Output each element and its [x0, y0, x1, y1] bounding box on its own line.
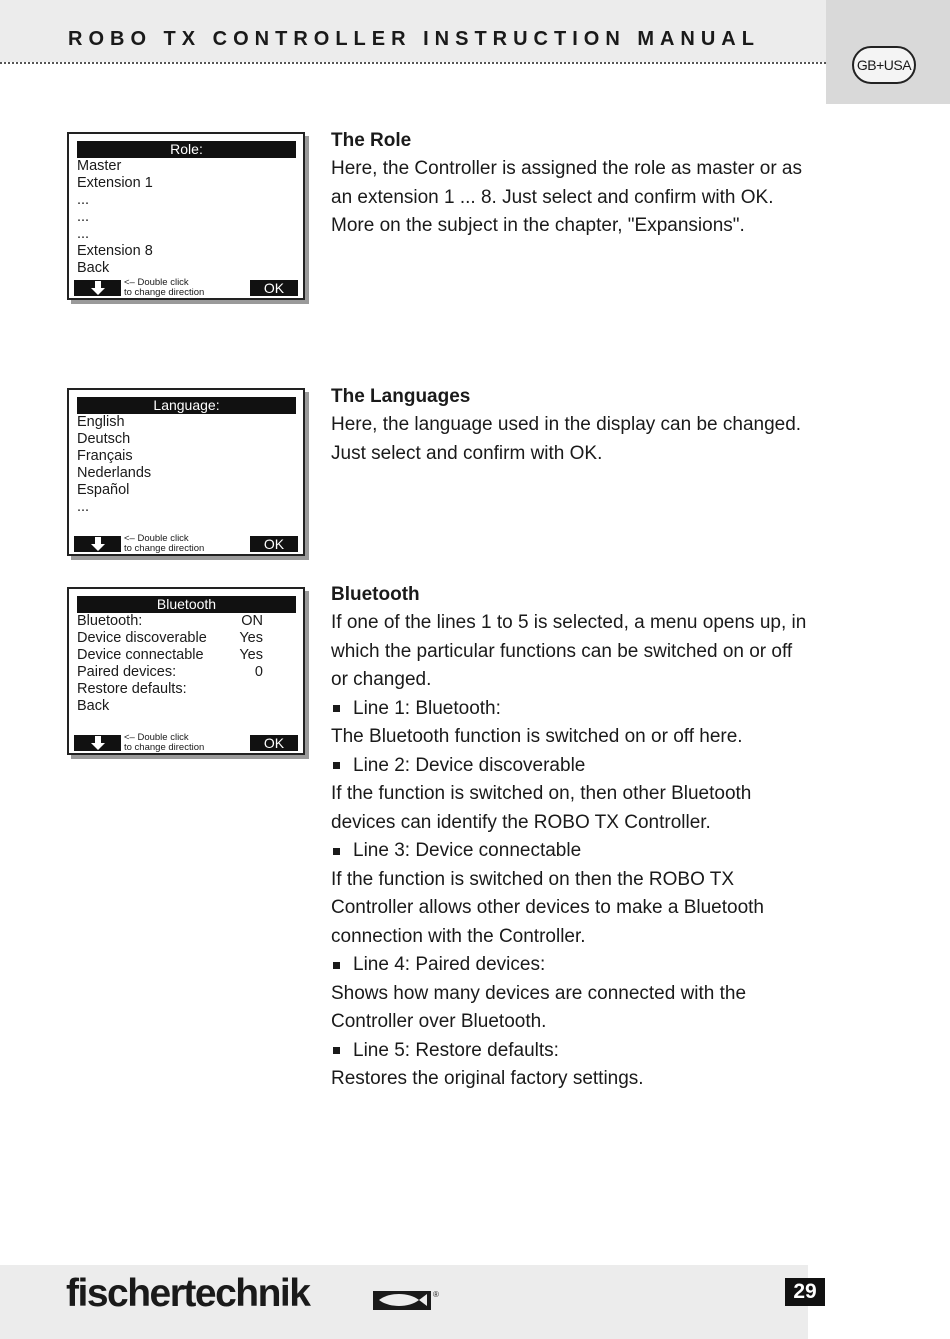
row-value: ON — [241, 613, 263, 629]
menu-item[interactable]: ... — [77, 192, 90, 208]
bullet-line-1 — [331, 695, 811, 724]
double-click-hint — [124, 733, 204, 753]
bullet-text: If the function is switched on then the ROBO TX Controller allows other devices to make a Bluetooth connection with the Controller. — [331, 868, 765, 947]
menu-item[interactable] — [77, 664, 263, 681]
bullet-line-5 — [331, 1037, 811, 1066]
menu-item[interactable]: Back — [77, 260, 110, 276]
screen-title: Bluetooth — [77, 596, 296, 613]
menu-item[interactable] — [77, 698, 263, 715]
square-bullet-icon — [333, 705, 340, 712]
role-menu-list — [77, 158, 263, 277]
ok-button[interactable]: OK — [250, 280, 298, 296]
section-heading: The Role — [331, 130, 412, 151]
square-bullet-icon — [333, 762, 340, 769]
down-arrow-icon — [91, 537, 105, 551]
menu-item[interactable]: Deutsch — [77, 431, 131, 447]
menu-item[interactable]: Master — [77, 158, 122, 174]
hint-line: <– Double click — [124, 732, 189, 743]
brand-name: fischertechnik — [66, 1272, 310, 1315]
section-body: Here, the Controller is assigned the role as master or as an extension 1 ... 8. Just select and confirm with OK. More on the subject in the chapter, "Expansions". — [331, 158, 802, 236]
header-dotted-rule — [0, 62, 826, 64]
row-label: Device connectable — [77, 647, 204, 663]
row-label: Paired devices: — [77, 664, 177, 680]
bullet-line-3 — [331, 837, 811, 866]
down-arrow-icon — [91, 736, 105, 750]
screen-footer — [74, 733, 298, 751]
row-label: Back — [77, 698, 110, 714]
menu-item[interactable]: ... — [77, 499, 90, 515]
menu-item[interactable]: ... — [77, 226, 90, 242]
down-arrow-icon — [91, 281, 105, 295]
hint-line: <– Double click — [124, 533, 189, 544]
menu-item[interactable]: Français — [77, 448, 133, 464]
bluetooth-section — [331, 581, 811, 1094]
square-bullet-icon — [333, 848, 340, 855]
screen-title: Language: — [77, 397, 296, 414]
menu-item[interactable]: Extension 8 — [77, 243, 153, 259]
role-section — [331, 127, 811, 241]
row-label: Bluetooth: — [77, 613, 143, 629]
menu-item[interactable] — [77, 681, 263, 698]
screen-title: Role: — [77, 141, 296, 158]
row-value: Yes — [239, 630, 263, 646]
ok-button[interactable]: OK — [250, 536, 298, 552]
language-screen — [67, 388, 305, 556]
page-number: 29 — [785, 1278, 825, 1306]
bluetooth-screen — [67, 587, 305, 755]
bullet-line-4 — [331, 951, 811, 980]
brand-logo — [66, 1272, 309, 1316]
section-heading: The Languages — [331, 386, 471, 407]
square-bullet-icon — [333, 1047, 340, 1054]
menu-item[interactable]: English — [77, 414, 125, 430]
fish-emblem-icon — [373, 1288, 437, 1312]
bullet-text: Shows how many devices are connected with the Controller over Bluetooth. — [331, 982, 747, 1032]
screen-footer — [74, 534, 298, 552]
bullet-title: Line 3: Device connectable — [353, 840, 582, 861]
region-badge: GB+USA — [852, 46, 916, 84]
double-click-hint — [124, 534, 204, 554]
section-intro: If one of the lines 1 to 5 is selected, a menu opens up, in which the particular functions can be switched on or off or changed. — [331, 612, 807, 690]
menu-item[interactable] — [77, 613, 263, 630]
double-click-hint — [124, 278, 204, 298]
section-body: Here, the language used in the display can be changed. Just select and confirm with OK. — [331, 414, 802, 464]
bullet-title: Line 1: Bluetooth: — [353, 697, 501, 719]
menu-item[interactable]: Nederlands — [77, 465, 152, 481]
screen-footer — [74, 278, 298, 296]
menu-item[interactable] — [77, 630, 263, 647]
languages-section — [331, 383, 811, 468]
bullet-text: Restores the original factory settings. — [331, 1068, 644, 1089]
bullet-text: The Bluetooth function is switched on or off here. — [331, 726, 743, 747]
registered-mark: ® — [433, 1290, 439, 1299]
menu-item[interactable]: Español — [77, 482, 130, 498]
hint-line: <– Double click — [124, 277, 189, 288]
menu-item[interactable]: ... — [77, 209, 90, 225]
bullet-title: Line 5: Restore defaults: — [353, 1039, 559, 1061]
row-label: Restore defaults: — [77, 681, 187, 697]
row-value: 0 — [254, 664, 263, 680]
menu-item[interactable]: Extension 1 — [77, 175, 153, 191]
hint-line: to change direction — [124, 543, 205, 554]
ok-button[interactable]: OK — [250, 735, 298, 751]
bullet-title: Line 2: Device discoverable — [353, 754, 586, 776]
row-label: Device discoverable — [77, 630, 207, 646]
row-value: Yes — [239, 647, 263, 663]
language-menu-list — [77, 414, 263, 516]
down-button[interactable] — [74, 735, 121, 751]
hint-line: to change direction — [124, 287, 205, 298]
page-header-title: ROBO TX CONTROLLER INSTRUCTION MANUAL — [68, 28, 760, 50]
bullet-title: Line 4: Paired devices: — [353, 954, 546, 975]
bullet-line-2 — [331, 752, 811, 781]
bullet-text: If the function is switched on, then other Bluetooth devices can identify the ROBO TX Controller. — [331, 783, 752, 833]
menu-item[interactable] — [77, 647, 263, 664]
role-screen — [67, 132, 305, 300]
bluetooth-menu-list — [77, 613, 263, 715]
down-button[interactable] — [74, 280, 121, 296]
hint-line: to change direction — [124, 742, 205, 753]
square-bullet-icon — [333, 962, 340, 969]
down-button[interactable] — [74, 536, 121, 552]
section-heading: Bluetooth — [331, 584, 420, 605]
